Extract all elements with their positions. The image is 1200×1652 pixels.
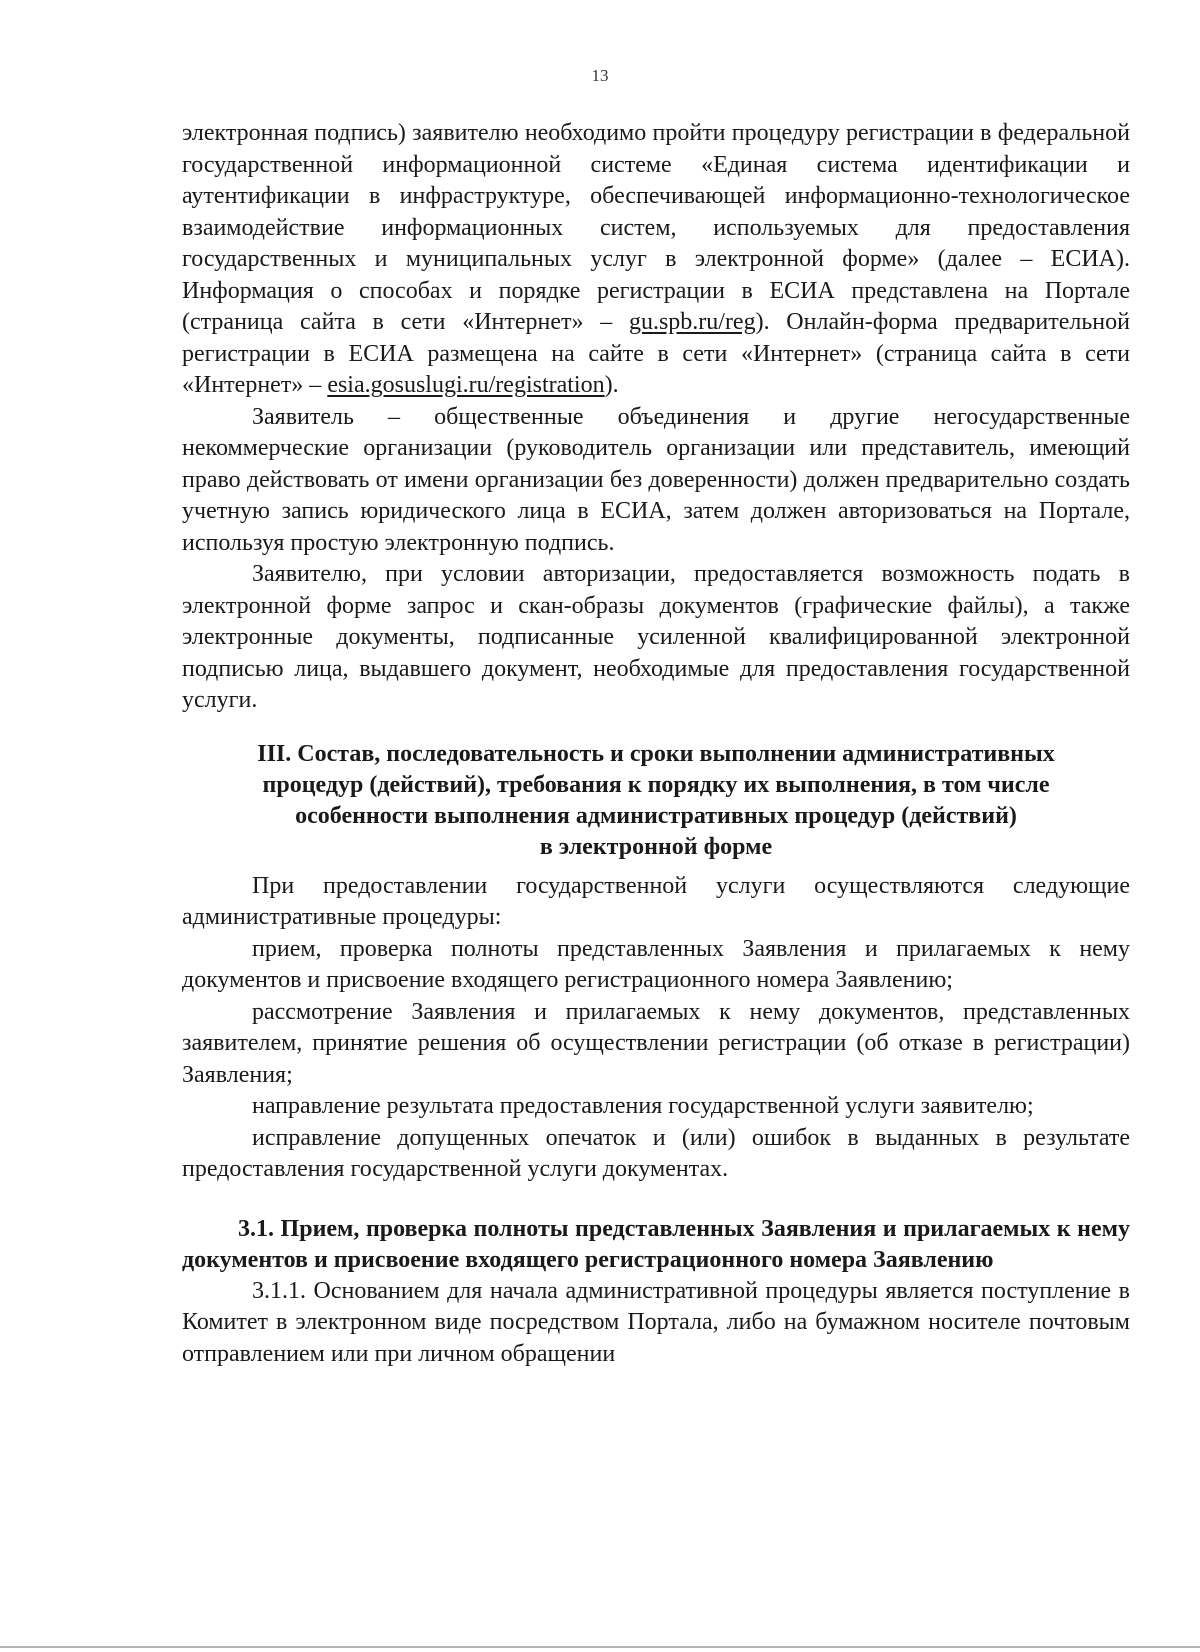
heading-line: III. Состав, последовательность и сроки выполнении административных [257,740,1055,767]
paragraph-text: электронная подпись) заявителю необходимо пройти процедуру регистрации в федеральной государственной информационной системе «Единая система идентификации и аутентификации в инфраструктуре, обеспечивающей информационно-технологическое взаимодействие информационных систем, используемых для предоставления государственных и муниципальных услуг в электронной форме» (далее – ЕСИА). Информация о способах и порядке регистрации в ЕСИА представлена на Портале (страница сайта в сети «Интернет» – [182,120,1130,335]
link-esia-registration[interactable]: esia.gosuslugi.ru/registration [327,372,605,398]
procedure-item-review: рассмотрение Заявления и прилагаемых к нему документов, представленных заявителем, принятие решения об осуществлении регистрации (об отказе в регистрации) Заявления; [182,998,1130,1088]
paragraph-3-1-1: 3.1.1. Основанием для начала административной процедуры является поступление в Комитет в электронном виде посредством Портала, либо на бумажном носителе почтовым отправлением или при личном обращении [182,1277,1130,1367]
paragraph-esia-registration [182,118,1130,402]
page-number: 13 [591,66,609,85]
link-gu-spb-reg[interactable]: gu.spb.ru/reg [628,309,756,335]
scan-edge-line [0,1646,1200,1648]
heading-line: особенности выполнения административных процедур (действий) [295,802,1017,829]
document-body [182,118,1130,1370]
subsection-3-1-heading: 3.1. Прием, проверка полноты представленных Заявления и прилагаемых к нему документов и присвоение входящего регистрационного номера Заявлению [182,1215,1130,1273]
paragraph-text: ). [604,372,619,398]
procedure-item-result-delivery: направление результата предоставления государственной услуги заявителю; [252,1093,1034,1119]
procedure-item-error-correction: исправление допущенных опечаток и (или) ошибок в выданных в результате предоставления государственной услуги документах. [182,1124,1130,1182]
paragraph-text: ). Онлайн-форма предварительной регистрации в ЕСИА размещена на сайте в сети «Интернет» (страница сайта в сети «Интернет» – [182,309,1130,398]
procedure-item-reception: прием, проверка полноты представленных Заявления и прилагаемых к нему документов и присвоение входящего регистрационного номера Заявлению; [182,935,1130,993]
heading-line: в электронной форме [539,833,773,860]
paragraph-electronic-request: Заявителю, при условии авторизации, предоставляется возможность подать в электронной форме запрос и скан-образы документов (графические файлы), а также электронные документы, подписанные усиленной квалифицированной электронной подписью лица, выдавшего документ, необходимые для предоставления государственной услуги. [182,561,1130,713]
paragraph-applicant-organizations: Заявитель – общественные объединения и другие негосударственные некоммерческие организации (руководитель организации или представитель, имеющий право действовать от имени организации без доверенности) должен предварительно создать учетную запись юридического лица в ЕСИА, затем должен авторизоваться на Портале, используя простую электронную подпись. [182,403,1130,556]
section-3-heading [182,739,1130,863]
paragraph-procedures-intro: При предоставлении государственной услуги осуществляются следующие административные процедуры: [182,872,1130,930]
heading-line: процедур (действий), требования к порядку их выполнения, в том числе [262,771,1050,798]
